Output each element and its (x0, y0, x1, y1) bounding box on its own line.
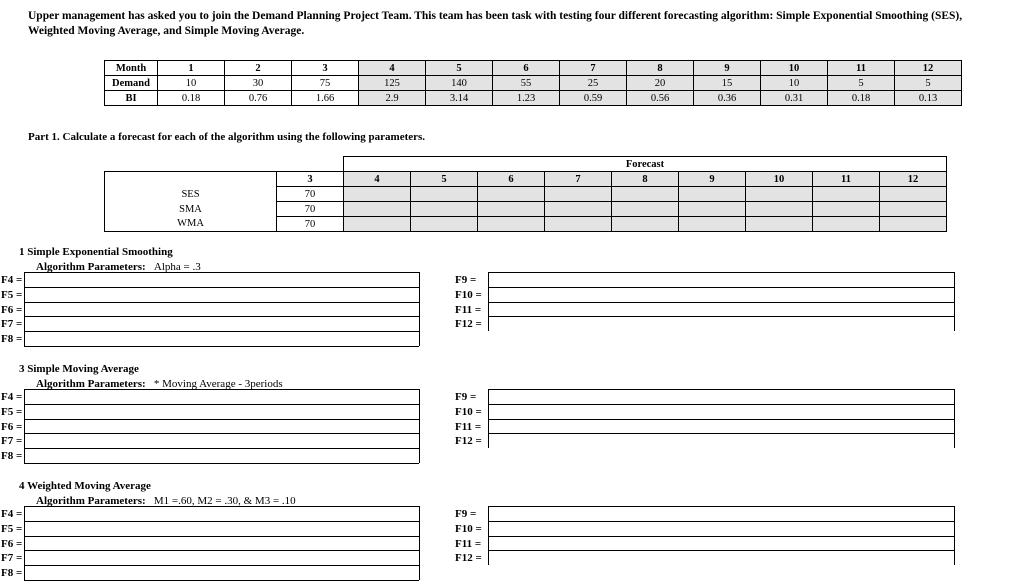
answer-line[interactable] (24, 404, 419, 405)
month-cell: 2 (225, 61, 292, 76)
forecast-label-left: F8 = (1, 450, 23, 463)
answer-line[interactable] (24, 550, 419, 551)
box-edge (954, 272, 955, 331)
forecast-label-left: F4 = (1, 391, 23, 403)
forecast-label-left: F6 = (1, 537, 23, 550)
forecast-table (104, 156, 947, 232)
forecast-cell[interactable] (545, 187, 612, 202)
forecast-label-right: F9 = (455, 274, 477, 286)
answer-line[interactable] (24, 287, 419, 288)
forecast-cell[interactable] (612, 187, 679, 202)
box-edge (419, 389, 420, 463)
method-label: SES (105, 187, 277, 202)
demand-row (105, 76, 962, 91)
forecast-cell[interactable] (679, 202, 746, 217)
row-label-month: Month (105, 61, 158, 76)
answer-line[interactable] (488, 389, 954, 390)
bi-cell: 2.9 (359, 91, 426, 106)
month-row (105, 61, 962, 76)
period-header: 3 (277, 172, 344, 187)
bi-row (105, 91, 962, 106)
box-edge (954, 389, 955, 448)
forecast-cell[interactable] (411, 217, 478, 232)
box-edge (488, 506, 489, 565)
forecast-row-sma (105, 202, 947, 217)
forecast-row-ses (105, 187, 947, 202)
box-edge (24, 272, 25, 346)
row-label-demand: Demand (105, 76, 158, 91)
demand-cell: 20 (627, 76, 694, 91)
section-title-text: Weighted Moving Average (27, 480, 151, 492)
forecast-cell[interactable] (679, 217, 746, 232)
forecast-cell[interactable] (679, 187, 746, 202)
forecast-cell[interactable] (746, 217, 813, 232)
forecast-label-right: F11 = (455, 537, 482, 550)
demand-cell: 25 (560, 76, 627, 91)
section-number: 3 (19, 363, 25, 375)
demand-cell: 5 (828, 76, 895, 91)
box-edge (24, 389, 25, 463)
forecast-title: Forecast (344, 157, 947, 172)
forecast-label-right: F12 = (455, 552, 482, 565)
initial-forecast: 70 (277, 187, 344, 202)
forecast-label-left: F6 = (1, 420, 23, 433)
forecast-cell[interactable] (880, 217, 947, 232)
period-header: 12 (880, 172, 947, 187)
answer-line[interactable] (488, 419, 954, 420)
forecast-label-right: F11 = (455, 303, 482, 316)
bi-cell: 3.14 (426, 91, 493, 106)
answer-line[interactable] (488, 404, 954, 405)
forecast-label-right: F11 = (455, 420, 482, 433)
row-label-bi: BI (105, 91, 158, 106)
forecast-label-right: F10 = (455, 405, 482, 418)
section-title (19, 363, 139, 375)
forecast-cell[interactable] (612, 217, 679, 232)
initial-forecast: 70 (277, 217, 344, 232)
forecast-label-left: F4 = (1, 274, 23, 286)
forecast-label-left: F7 = (1, 552, 23, 565)
box-edge (419, 506, 420, 580)
answer-line[interactable] (488, 316, 954, 317)
forecast-cell[interactable] (344, 217, 411, 232)
answer-line[interactable] (488, 536, 954, 537)
method-label: SMA (105, 202, 277, 217)
answer-line[interactable] (24, 389, 419, 390)
forecast-label-left: F8 = (1, 333, 23, 346)
bi-cell: 0.18 (158, 91, 225, 106)
demand-data-table (104, 60, 962, 106)
demand-cell: 125 (359, 76, 426, 91)
answer-line[interactable] (488, 521, 954, 522)
forecast-label-left: F8 = (1, 567, 23, 580)
month-cell: 5 (426, 61, 493, 76)
month-cell: 11 (828, 61, 895, 76)
forecast-label-right: F9 = (455, 508, 477, 520)
answer-line[interactable] (24, 580, 419, 581)
month-cell: 3 (292, 61, 359, 76)
answer-line[interactable] (24, 331, 419, 332)
answer-line[interactable] (24, 302, 419, 303)
param-value: M1 =.60, M2 = .30, & M3 = .10 (153, 495, 296, 507)
bi-cell: 0.59 (560, 91, 627, 106)
box-edge (488, 389, 489, 448)
answer-line[interactable] (488, 433, 954, 434)
period-header: 9 (679, 172, 746, 187)
section-title-text: Simple Exponential Smoothing (27, 246, 173, 258)
month-cell: 1 (158, 61, 225, 76)
period-header: 8 (612, 172, 679, 187)
forecast-label-left: F7 = (1, 318, 23, 331)
forecast-cell[interactable] (478, 187, 545, 202)
month-cell: 6 (493, 61, 560, 76)
answer-line[interactable] (488, 550, 954, 551)
period-header: 5 (411, 172, 478, 187)
demand-cell: 15 (694, 76, 761, 91)
bi-cell: 0.36 (694, 91, 761, 106)
bi-cell: 0.56 (627, 91, 694, 106)
period-header: 6 (478, 172, 545, 187)
answer-line[interactable] (24, 521, 419, 522)
box-edge (419, 272, 420, 346)
forecast-cell[interactable] (612, 202, 679, 217)
period-header: 7 (545, 172, 612, 187)
section-title (19, 246, 173, 258)
forecast-cell[interactable] (478, 217, 545, 232)
answer-line[interactable] (24, 565, 419, 566)
forecast-cell[interactable] (813, 217, 880, 232)
answer-line[interactable] (24, 316, 419, 317)
method-label: WMA (105, 217, 277, 232)
section-title-text: Simple Moving Average (27, 363, 139, 375)
param-label: Algorithm Parameters: (36, 378, 146, 390)
period-header: 11 (813, 172, 880, 187)
forecast-cell[interactable] (478, 202, 545, 217)
demand-cell: 5 (895, 76, 962, 91)
param-value: * Moving Average - 3periods (153, 378, 283, 390)
answer-line[interactable] (24, 346, 419, 347)
param-label: Algorithm Parameters: (36, 495, 146, 507)
section-title (19, 480, 151, 492)
answer-line[interactable] (24, 433, 419, 434)
answer-line[interactable] (24, 463, 419, 464)
forecast-cell[interactable] (813, 202, 880, 217)
answer-line[interactable] (488, 506, 954, 507)
forecast-label-right: F9 = (455, 391, 477, 403)
forecast-label-right: F10 = (455, 522, 482, 535)
box-edge (488, 272, 489, 331)
section-number: 1 (19, 246, 25, 258)
initial-forecast: 70 (277, 202, 344, 217)
forecast-label-right: F12 = (455, 435, 482, 448)
month-cell: 8 (627, 61, 694, 76)
month-cell: 10 (761, 61, 828, 76)
bi-cell: 1.66 (292, 91, 359, 106)
month-cell: 7 (560, 61, 627, 76)
forecast-label-left: F5 = (1, 405, 23, 418)
month-cell: 9 (694, 61, 761, 76)
month-cell: 4 (359, 61, 426, 76)
forecast-cell[interactable] (880, 202, 947, 217)
forecast-row-wma (105, 217, 947, 232)
bi-cell: 1.23 (493, 91, 560, 106)
intro-text: Upper management has asked you to join the Demand Planning Project Team. This team has been task with testing four different forecasting algorithm: Simple Exponential Smoothing (SES), Weighted Moving Average, and Simple Moving Average. (28, 10, 963, 37)
box-edge (954, 506, 955, 565)
demand-cell: 10 (761, 76, 828, 91)
bi-cell: 0.31 (761, 91, 828, 106)
forecast-cell[interactable] (545, 217, 612, 232)
answer-line[interactable] (488, 272, 954, 273)
param-value: Alpha = .3 (153, 261, 201, 273)
answer-line[interactable] (488, 302, 954, 303)
bi-cell: 0.18 (828, 91, 895, 106)
part1-heading: Part 1. Calculate a forecast for each of the algorithm using the following parameters. (28, 131, 426, 143)
section-number: 4 (19, 480, 25, 492)
demand-cell: 140 (426, 76, 493, 91)
forecast-cell[interactable] (746, 187, 813, 202)
month-cell: 12 (895, 61, 962, 76)
forecast-cell[interactable] (344, 187, 411, 202)
forecast-cell[interactable] (813, 187, 880, 202)
answer-line[interactable] (24, 536, 419, 537)
forecast-cell[interactable] (545, 202, 612, 217)
demand-cell: 30 (225, 76, 292, 91)
forecast-label-right: F10 = (455, 288, 482, 301)
period-header: 10 (746, 172, 813, 187)
demand-cell: 10 (158, 76, 225, 91)
demand-cell: 75 (292, 76, 359, 91)
box-edge (24, 506, 25, 580)
bi-cell: 0.13 (895, 91, 962, 106)
param-label: Algorithm Parameters: (36, 261, 146, 273)
answer-line[interactable] (24, 448, 419, 449)
answer-line[interactable] (24, 272, 419, 273)
forecast-label-left: F5 = (1, 522, 23, 535)
forecast-label-right: F12 = (455, 318, 482, 331)
forecast-label-left: F5 = (1, 288, 23, 301)
forecast-label-left: F4 = (1, 508, 23, 520)
period-header: 4 (344, 172, 411, 187)
bi-cell: 0.76 (225, 91, 292, 106)
forecast-cell[interactable] (746, 202, 813, 217)
answer-line[interactable] (24, 419, 419, 420)
forecast-label-left: F6 = (1, 303, 23, 316)
answer-line[interactable] (488, 287, 954, 288)
forecast-cell[interactable] (880, 187, 947, 202)
forecast-cell[interactable] (344, 202, 411, 217)
demand-cell: 55 (493, 76, 560, 91)
forecast-cell[interactable] (411, 187, 478, 202)
forecast-label-left: F7 = (1, 435, 23, 448)
answer-line[interactable] (24, 506, 419, 507)
forecast-cell[interactable] (411, 202, 478, 217)
